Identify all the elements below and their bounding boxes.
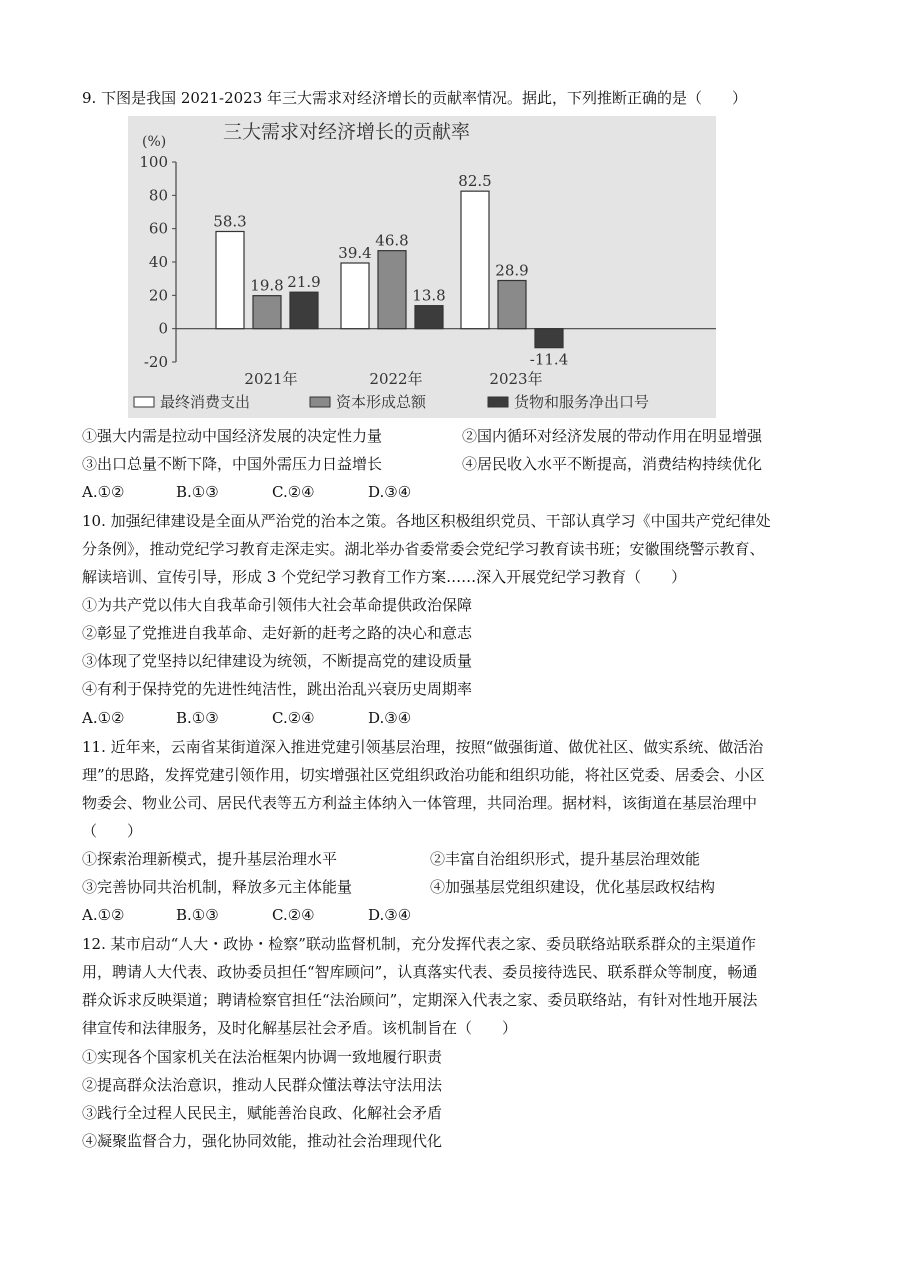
bar-value-label: 21.9 xyxy=(287,273,321,292)
q10-option-b: B.①③ xyxy=(176,709,219,727)
q9-stem: 9. 下图是我国 2021-2023 年三大需求对经济增长的贡献率情况。据此，下列推断正确的是（ ） xyxy=(82,89,748,107)
q11-option-b: B.①③ xyxy=(176,906,219,924)
chart-svg xyxy=(128,116,716,418)
chart-y-unit: (%) xyxy=(142,134,167,150)
bar-value-label: 46.8 xyxy=(375,231,409,250)
q12-statement-2: ②提高群众法治意识，推动人民群众懂法尊法守法用法 xyxy=(82,1076,443,1094)
chart-title: 三大需求对经济增长的贡献率 xyxy=(223,121,471,143)
q9-statement-1: ①强大内需是拉动中国经济发展的决定性力量 xyxy=(82,427,383,445)
q10-statement-3: ③体现了党坚持以纪律建设为统领，不断提高党的建设质量 xyxy=(82,652,473,670)
q12-statement-3: ③践行全过程人民民主，赋能善治良政、化解社会矛盾 xyxy=(82,1104,443,1122)
q10-stem-line-1: 10. 加强纪律建设是全面从严治党的治本之策。各地区积极组织党员、干部认真学习《中国共产党纪律处 xyxy=(82,512,771,530)
q10-statement-4: ④有利于保持党的先进性纯洁性，跳出治乱兴衰历史周期率 xyxy=(82,680,473,698)
q11-statement-3: ③完善协同共治机制，释放多元主体能量 xyxy=(82,878,353,896)
q9-statement-2: ②国内循环对经济发展的带动作用在明显增强 xyxy=(462,427,763,445)
q10-statement-1: ①为共产党以伟大自我革命引领伟大社会革命提供政治保障 xyxy=(82,596,473,614)
q12-stem-line-3: 群众诉求反映渠道；聘请检察官担任“法治顾问”，定期深入代表之家、委员联络站，有针对性地开展法 xyxy=(82,991,758,1009)
q12-stem-line-4: 律宣传和法律服务，及时化解基层社会矛盾。该机制旨在（ ） xyxy=(82,1019,518,1037)
bar-3-2021年 xyxy=(290,292,318,329)
q11-statement-2: ②丰富自治组织形式，提升基层治理效能 xyxy=(430,850,701,868)
q11-statement-1: ①探索治理新模式，提升基层治理水平 xyxy=(82,850,338,868)
q9-statement-3: ③出口总量不断下降，中国外需压力日益增长 xyxy=(82,455,383,473)
legend-label: 货物和服务净出口号 xyxy=(514,393,650,411)
y-tick-label: -20 xyxy=(143,353,168,371)
q11-stem-line-3: 物委会、物业公司、居民代表等五方利益主体纳入一体管理，共同治理。据材料，该街道在基层治理中 xyxy=(82,794,758,812)
q10-option-c: C.②④ xyxy=(272,709,315,727)
y-tick-label: 100 xyxy=(139,153,168,171)
q10-stem-line-2: 分条例》，推动党纪学习教育走深走实。湖北举办省委常委会党纪学习教育读书班；安徽围绕警示教育、 xyxy=(82,540,765,558)
q12-statement-4: ④凝聚监督合力，强化协同效能，推动社会治理现代化 xyxy=(82,1132,443,1150)
q9-option-a: A.①② xyxy=(82,483,125,501)
bar-value-label: 58.3 xyxy=(213,212,247,231)
category-label: 2022年 xyxy=(369,370,423,388)
bar-2-2023年 xyxy=(498,281,526,329)
q11-stem-line-4: （ ） xyxy=(82,822,143,840)
q9-statement-4: ④居民收入水平不断提高，消费结构持续优化 xyxy=(462,455,763,473)
y-tick-label: 60 xyxy=(148,219,168,238)
bar-3-2023年 xyxy=(535,329,563,348)
q10-option-d: D.③④ xyxy=(368,709,412,727)
q12-statement-1: ①实现各个国家机关在法治框架内协调一致地履行职责 xyxy=(82,1048,443,1066)
y-tick-label: 40 xyxy=(148,253,168,271)
q11-option-d: D.③④ xyxy=(368,906,412,924)
bar-3-2022年 xyxy=(415,306,443,329)
bar-2-2022年 xyxy=(378,251,406,329)
bar-value-label: -11.4 xyxy=(529,350,569,369)
y-tick-label: 0 xyxy=(158,319,168,338)
q11-option-c: C.②④ xyxy=(272,906,315,924)
q10-option-a: A.①② xyxy=(82,709,125,727)
bar-value-label: 19.8 xyxy=(250,276,284,295)
category-label: 2021年 xyxy=(244,370,298,388)
bar-1-2023年 xyxy=(461,191,489,329)
q10-statement-2: ②彰显了党推进自我革命、走好新的赶考之路的决心和意志 xyxy=(82,624,473,642)
q9-option-c: C.②④ xyxy=(272,483,315,501)
q11-stem-line-1: 11. 近年来，云南省某街道深入推进党建引领基层治理，按照“做强街道、做优社区、做实系统、做活治 xyxy=(82,738,764,756)
q10-stem-line-3: 解读培训、宣传引导，形成 3 个党纪学习教育工作方案……深入开展党纪学习教育（ ） xyxy=(82,568,687,586)
legend-label: 资本形成总额 xyxy=(336,393,427,411)
q11-statement-4: ④加强基层党组织建设，优化基层政权结构 xyxy=(430,878,716,896)
q9-option-b: B.①③ xyxy=(176,483,219,501)
legend-label: 最终消费支出 xyxy=(160,393,251,411)
bar-1-2022年 xyxy=(341,263,369,329)
bar-value-label: 13.8 xyxy=(412,286,446,305)
legend-swatch-3 xyxy=(488,397,508,407)
q12-stem-line-2: 用，聘请人大代表、政协委员担任“智库顾问”，认真落实代表、委员接待选民、联系群众等制度，畅通 xyxy=(82,963,758,981)
y-tick-label: 80 xyxy=(148,186,168,205)
legend-swatch-2 xyxy=(310,397,330,407)
q9-option-d: D.③④ xyxy=(368,483,412,501)
q12-stem-line-1: 12. 某市启动“人大・政协・检察”联动监督机制，充分发挥代表之家、委员联络站联系群众的主渠道作 xyxy=(82,935,756,953)
legend-swatch-1 xyxy=(134,397,154,407)
bar-1-2021年 xyxy=(216,232,244,329)
bar-value-label: 28.9 xyxy=(495,261,529,280)
category-label: 2023年 xyxy=(489,370,543,388)
q11-option-a: A.①② xyxy=(82,906,125,924)
q11-stem-line-2: 理”的思路，发挥党建引领作用，切实增强社区党组织政治功能和组织功能，将社区党委、居委会、小区 xyxy=(82,766,765,784)
bar-value-label: 39.4 xyxy=(338,244,372,262)
contribution-chart xyxy=(128,116,716,418)
y-tick-label: 20 xyxy=(148,286,168,305)
bar-value-label: 82.5 xyxy=(458,172,492,191)
bar-2-2021年 xyxy=(253,296,281,329)
